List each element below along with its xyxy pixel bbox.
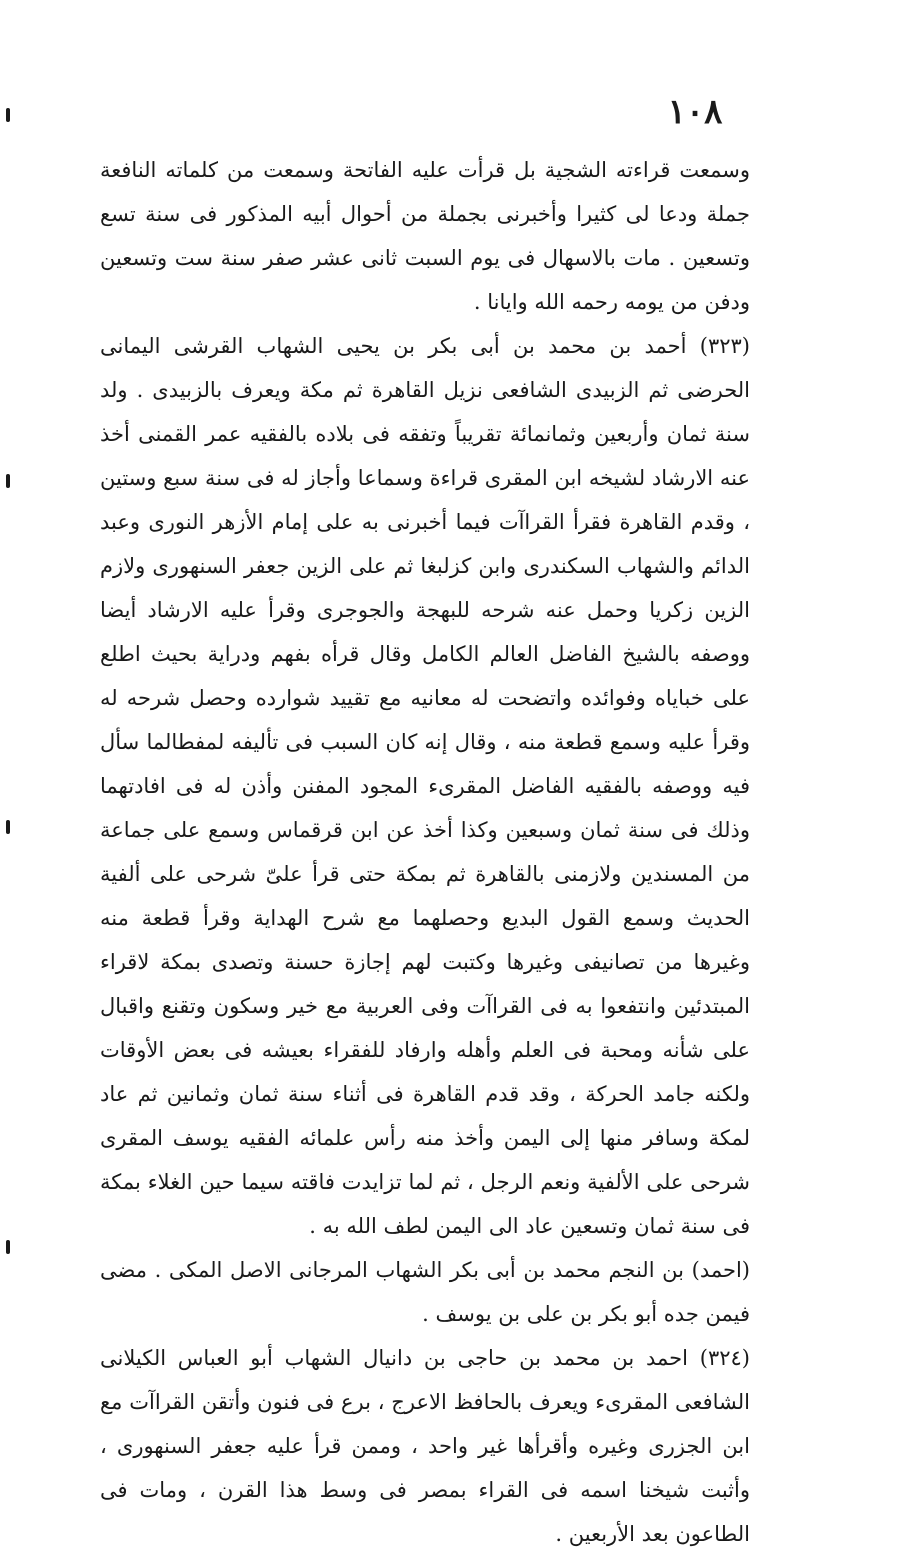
left-margin-mark <box>6 474 10 488</box>
body-text <box>100 148 750 1556</box>
entry-324: (٣٢٤) احمد بن محمد بن حاجى بن دانيال الشهاب أبو العباس الكيلانى الشافعى المقرىء ويعرف بالحافظ الاعرج ، برع فى فنون وأتقن القراآت مع ابن الجزرى وغيره وأقرأها غير واحد ، وممن قرأ عليه جعفر السنهورى ، وأثبت شيخنا اسمه فى القراء بمصر فى وسط هذا القرن ، ومات فى الطاعون بعد الأربعين . <box>100 1346 750 1546</box>
left-margin-mark <box>6 1240 10 1254</box>
left-margin-mark <box>6 108 10 122</box>
entry-323: (٣٢٣) أحمد بن محمد بن أبى بكر بن يحيى الشهاب القرشى اليمانى الحرضى ثم الزبيدى الشافعى نزيل القاهرة ثم مكة ويعرف بالزبيدى . ولد سنة ثمان وأربعين وثمانمائة تقريباً وتفقه فى بلاده بالفقيه عمر القمنى أخذ عنه الارشاد لشيخه ابن المقرى قراءة وسماعا وأجاز له فى سنة سبع وستين ، وقدم القاهرة فقرأ القراآت فيما أخبرنى به على إمام الأزهر النورى وعبد الدائم والشهاب السكندرى وابن كزلبغا ثم على الزين جعفر السنهورى ولازم الزين زكريا وحمل عنه شرحه للبهجة والجوجرى وقرأ عليه الارشاد أيضا ووصفه بالشيخ الفاضل العالم الكامل وقال قرأه بفهم ودراية بحيث اطلع على خباياه وفوائده واتضحت له معانيه مع تقييد شوارده وحصل شرحه له وقرأ عليه وسمع قطعة منه ، وقال إنه كان السبب فى تأليفه لمفطالما سأل فيه ووصفه بالفقيه الفاضل المقرىء المجود المفنن وأذن له فى افادتهما وذلك فى سنة ثمان وسبعين وكذا أخذ عن ابن قرقماس وسمع على جماعة من المسندين ولازمنى بالقاهرة ثم بمكة حتى قرأ علىّ شرحى على ألفية الحديث وسمع القول البديع وحصلهما مع شرح الهداية وقرأ قطعة منه وغيرها من تصانيفى وغيرها وكتبت لهم إجازة حسنة وتصدى بمكة لاقراء المبتدئين وانتفعوا به فى القراآت وفى العربية مع خير وسكون وتقنع واقبال على شأنه ومحبة فى العلم وأهله وارفاد للفقراء بعيشه فى بعض الأوقات ولكنه جامد الحركة ، وقد قدم القاهرة فى أثناء سنة ثمان وثمانين ثم عاد لمكة وسافر منها إلى اليمن وأخذ منه رأس علمائه الفقيه يوسف المقرى شرحى على الألفية ونعم الرجل ، ثم لما تزايدت فاقته سيما حين الغلاء بمكة فى سنة ثمان وتسعين عاد الى اليمن لطف الله به . <box>100 334 750 1238</box>
entry-ahmad-murjani: (احمد) بن النجم محمد بن أبى بكر الشهاب المرجانى الاصل المكى . مضى فيمن جده أبو بكر بن على بن يوسف . <box>100 1258 750 1326</box>
paragraph-continuation: وسمعت قراءته الشجية بل قرأت عليه الفاتحة وسمعت من كلماته النافعة جملة ودعا لى كثيرا وأخبرنى بجملة من أحوال أبيه المذكور فى سنة تسع وتسعين . مات بالاسهال فى يوم السبت ثانى عشر صفر سنة ست وتسعين ودفن من يومه رحمه الله وايانا . <box>100 158 750 314</box>
left-margin-mark <box>6 820 10 834</box>
page-number: ١٠٨ <box>667 92 723 132</box>
